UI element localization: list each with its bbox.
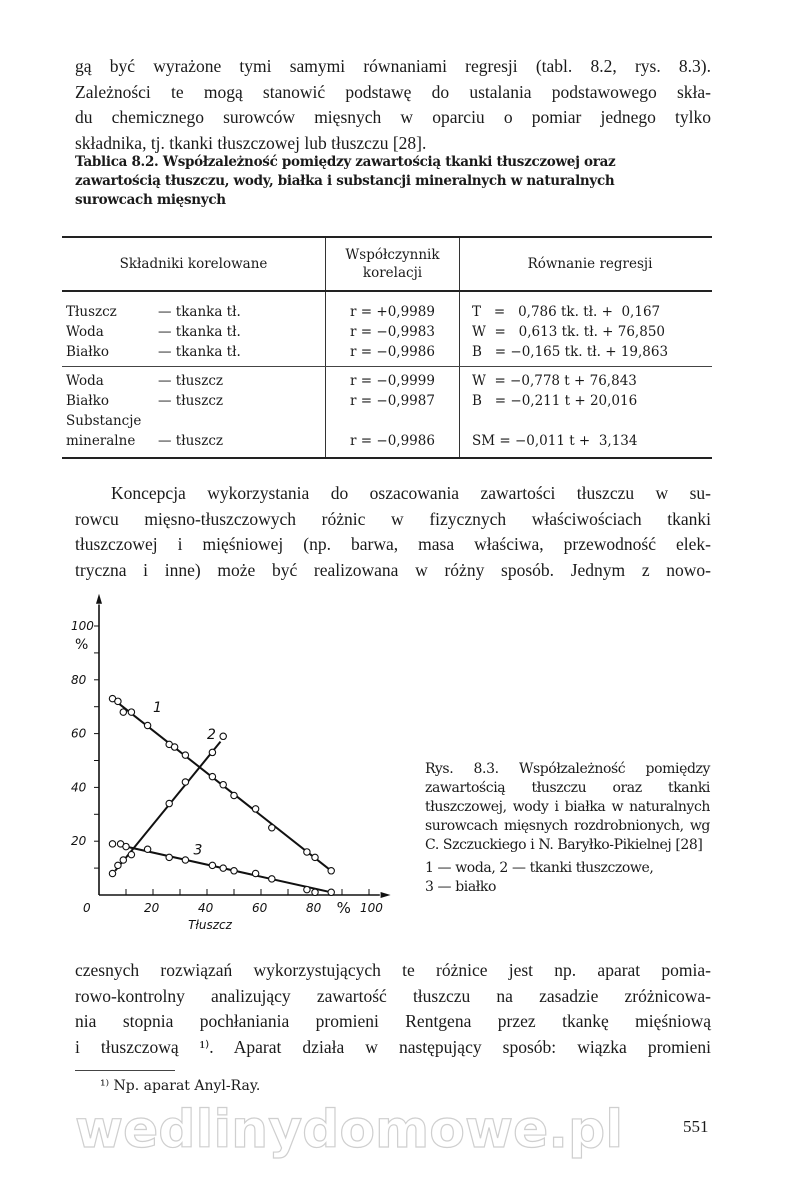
component-name: Substancje <box>66 413 142 429</box>
data-point-2 <box>109 870 115 876</box>
series-label-1: 1 <box>153 700 162 717</box>
component-name: Woda <box>66 373 104 389</box>
data-point-2 <box>128 851 134 857</box>
table-header-row <box>62 237 712 291</box>
series-label-2: 2 <box>207 726 216 743</box>
data-point-3 <box>166 854 172 860</box>
component-name: mineralne <box>66 433 136 449</box>
cell-correlation: r = −0,9983 <box>326 322 460 342</box>
page-number: 551 <box>683 1117 709 1136</box>
cell-correlation: r = −0,9986 <box>326 342 460 367</box>
data-point-3 <box>182 857 188 863</box>
table-row <box>62 367 712 392</box>
data-point-3 <box>304 886 310 892</box>
cell-correlation: r = −0,9987 <box>326 391 460 411</box>
cell-components <box>62 367 326 392</box>
table-row <box>62 291 712 322</box>
legend-line: 3 — białko <box>425 879 497 895</box>
y-tick-label: 40 <box>71 780 87 795</box>
component-pair: — tłuszcz <box>158 373 224 389</box>
x-tick-label: 100 <box>360 901 383 915</box>
data-point-3 <box>220 865 226 871</box>
data-point-3 <box>109 841 115 847</box>
cell-components <box>62 342 326 367</box>
cell-equation: W = 0,613 tk. tł. + 76,850 <box>460 322 713 342</box>
y-unit-label: % <box>75 636 89 653</box>
paragraph-mid <box>75 481 711 583</box>
fit-line-3 <box>126 847 331 893</box>
text-line: du chemicznego surowców mięsnych w oparciu o pomiar jednego tylko <box>75 107 711 127</box>
data-point-2 <box>120 857 126 863</box>
table-caption: Tablica 8.2. Współzależność pomiędzy zawartością tkanki tłuszczowej oraz zawartością tłuszczu, wody, białka i substancji mineralnych w naturalnych surowcach mięsnych <box>75 154 616 208</box>
data-point-2 <box>115 862 121 868</box>
table-row <box>62 322 712 342</box>
data-point-3 <box>144 846 150 852</box>
footnote-divider <box>75 1070 175 1071</box>
data-point-1 <box>115 698 121 704</box>
cell-correlation <box>326 411 460 431</box>
column-header: Równanie regresji <box>460 237 713 291</box>
table-row <box>62 411 712 431</box>
y-axis-arrow-icon <box>96 594 102 604</box>
cell-components <box>62 291 326 322</box>
table-row <box>62 342 712 367</box>
text-line: rowo-kontrolny analizujący zawartość tłuszczu na zasadzie zróżnicowa- <box>75 985 711 1006</box>
data-point-3 <box>328 889 334 895</box>
component-name: Białko <box>66 393 109 409</box>
x-axis-label: Tłuszcz <box>188 918 232 932</box>
data-point-1 <box>171 744 177 750</box>
data-point-1 <box>269 825 275 831</box>
component-pair: — tkanka tł. <box>158 344 241 360</box>
cell-components <box>62 411 326 431</box>
x-tick-label: 0 <box>83 901 91 915</box>
component-pair: — tkanka tł. <box>158 324 241 340</box>
text-line: składnika, tj. tkanki tłuszczowej lub tłuszczu [28]. <box>75 132 427 153</box>
x-tick-label: 40 <box>198 901 214 915</box>
cell-components <box>62 391 326 411</box>
regression-table <box>62 236 712 459</box>
cell-components <box>62 431 326 458</box>
text-line: tłuszczowej i mięśniowej (np. barwa, masa właściwa, przewodność elek- <box>75 534 711 554</box>
data-point-3 <box>312 889 318 895</box>
data-point-1 <box>312 854 318 860</box>
cell-equation: T = 0,786 tk. tł. + 0,167 <box>460 291 713 322</box>
text-line: nia stopnia pochłaniania promieni Rentgena przez tkankę mięśniową <box>75 1011 711 1031</box>
x-tick-label: 20 <box>144 901 160 915</box>
cell-equation: SM = −0,011 t + 3,134 <box>460 431 713 458</box>
column-header: Składniki korelowane <box>62 237 326 291</box>
cell-components <box>62 322 326 342</box>
text-line: i tłuszczową ¹⁾. Aparat działa w następujący sposób: wiązka promieni <box>75 1036 711 1057</box>
x-axis-arrow-icon <box>381 892 391 898</box>
data-point-3 <box>209 862 215 868</box>
data-point-2 <box>209 749 215 755</box>
cell-correlation: r = +0,9989 <box>326 291 460 322</box>
text-line: czesnych rozwiązań wykorzystujących te różnice jest np. aparat pomia- <box>75 960 711 980</box>
data-point-1 <box>304 849 310 855</box>
data-point-1 <box>231 792 237 798</box>
figure-text <box>425 760 710 897</box>
component-name: Tłuszcz <box>66 304 117 320</box>
data-point-2 <box>166 800 172 806</box>
data-point-2 <box>220 733 226 739</box>
component-name: Woda <box>66 324 104 340</box>
watermark: wedlinydomowe.pl <box>75 1100 624 1160</box>
text-line: Zależności te mogą stanowić podstawę do ustalania podstawowego skła- <box>75 81 711 102</box>
data-point-1 <box>328 868 334 874</box>
data-point-3 <box>231 868 237 874</box>
paragraph-top <box>75 54 711 156</box>
data-point-1 <box>252 806 258 812</box>
figure-caption: Rys. 8.3. Współzależność pomiędzy zawartością tłuszczu oraz tkanki tłuszczowej, wody i białka w naturalnych surowcach mięsnych rozdrobnionych, wg C. Szczuckiego i N. Baryłko-Pikielnej [28] <box>425 761 710 853</box>
legend-line: 1 — woda, 2 — tkanki tłuszczowe, <box>425 860 654 876</box>
data-point-1 <box>182 752 188 758</box>
component-pair: — tłuszcz <box>158 393 224 409</box>
data-point-1 <box>209 773 215 779</box>
data-point-1 <box>220 782 226 788</box>
cell-correlation: r = −0,9986 <box>326 431 460 458</box>
text-line: tryczna i inne) może być realizowana w różny sposób. Jednym z nowo- <box>75 559 711 580</box>
y-tick-label: 60 <box>71 726 87 741</box>
series-label-3: 3 <box>193 842 203 859</box>
footnote: ¹⁾ Np. aparat Anyl-Ray. <box>100 1078 261 1094</box>
x-unit-label: % <box>336 899 351 917</box>
cell-equation <box>460 411 713 431</box>
paragraph-bottom <box>75 958 711 1060</box>
cell-correlation: r = −0,9999 <box>326 367 460 392</box>
component-pair: — tłuszcz <box>158 433 224 449</box>
data-point-3 <box>269 876 275 882</box>
column-header: Współczynnik korelacji <box>326 237 460 291</box>
component-pair: — tkanka tł. <box>158 304 241 320</box>
text-line: gą być wyrażone tymi samymi równaniami regresji (tabl. 8.2, rys. 8.3). <box>75 56 711 76</box>
data-point-3 <box>123 843 129 849</box>
data-point-1 <box>120 709 126 715</box>
table-row <box>62 391 712 411</box>
figure-chart <box>60 590 400 940</box>
x-tick-label: 80 <box>306 901 322 915</box>
text-line: Koncepcja wykorzystania do oszacowania zawartości tłuszczu w su- <box>111 483 711 503</box>
table-row <box>62 431 712 458</box>
figure-legend <box>425 859 710 897</box>
cell-equation: W = −0,778 t + 76,843 <box>460 367 713 392</box>
y-tick-label: 80 <box>71 672 87 687</box>
y-tick-label: 20 <box>71 834 87 849</box>
component-name: Białko <box>66 344 109 360</box>
data-point-1 <box>128 709 134 715</box>
y-tick-label: 100 <box>71 619 94 633</box>
data-point-1 <box>144 722 150 728</box>
data-point-2 <box>182 779 188 785</box>
x-tick-label: 60 <box>252 901 268 915</box>
table-body <box>62 291 712 458</box>
data-point-3 <box>252 870 258 876</box>
text-line: rowcu mięsno-tłuszczowych różnic w fizycznych właściwościach tkanki <box>75 508 711 529</box>
cell-equation: B = −0,211 t + 20,016 <box>460 391 713 411</box>
cell-equation: B = −0,165 tk. tł. + 19,863 <box>460 342 713 367</box>
